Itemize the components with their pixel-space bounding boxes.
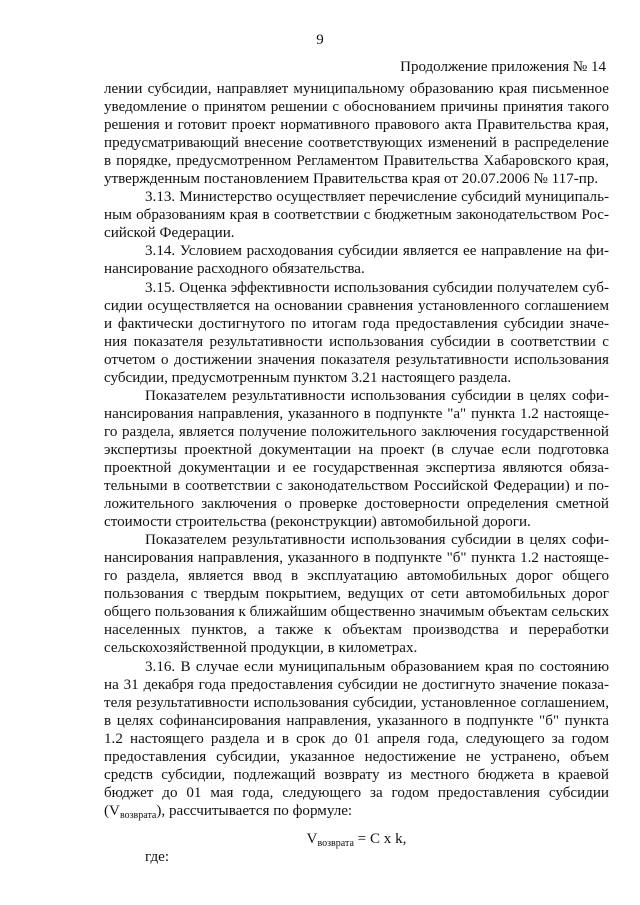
paragraph-indicator-a: Показателем результативности использования субсидии в целях софинансирования направления, указанного в подпункте "а" пункта 1.2 настоящего раздела, является получение положительного заключения государственной экспертизы проектной документации на проект (в случае если подготовка проектной документации и ее государственная экспертиза являются обязательными в соответствии с законодательством Российской Федерации) и положительного заключения о проверке достоверности определения сметной стоимости строительства (реконструкции) автомобильной дороги. bbox=[104, 387, 609, 531]
formula bbox=[104, 830, 609, 848]
paragraph-indicator-b: Показателем результативности использования субсидии в целях софинансирования направления, указанного в подпункте "б" пункта 1.2 настоящего раздела, является ввод в эксплуатацию автомобильных дорог общего пользования с твердым покрытием, ведущих от сети автомобильных дорог общего пользования к ближайшим общественно значимым объектам сельских населенных пунктов, а также к объектам производства и переработки сельскохозяйственной продукции, в километрах. bbox=[104, 532, 609, 657]
where-label: где: bbox=[145, 848, 170, 865]
page-number: 9 bbox=[316, 32, 324, 48]
paragraph-3-13: 3.13. Министерство осуществляет перечисление субсидий муниципальным образованиям края в соответствии с бюджетным законодательством Российской Федерации. bbox=[104, 189, 609, 242]
formula-rhs: = С x k, bbox=[353, 830, 407, 847]
formula-lhs: V bbox=[306, 830, 318, 847]
paragraph-3-16-text: 3.16. В случае если муниципальным образованием края по состоянию на 31 декабря года предоставления субсидии не достигнуто значение показателя результативности использования субсидии, установленное соглашением, в целях софинансирования направления, указанного в подпункте "б" пункта 1.2 настоящего раздела и в срок до 01 апреля года, следующего за годом предоставления субсидии, указанное недостижение не устранено, объем средств субсидии, подлежащий возврату из местного бюджета в краевой бюджет до 01 мая года, следующего за годом предоставления субсидии (V bbox=[104, 658, 609, 819]
paragraph-continued: лении субсидии, направляет муниципальному образованию края письменное уведомление о принятом решении с обоснованием причины принятия такого решения и готовит проект нормативного правового акта Правительства края, предусматривающий внесение соответствующих изменений в распределение в порядке, предусмотренном Регламентом Правительства Хабаровского края, утвержденным постановлением Правительства края от 20.07.2006 № 117-пр. bbox=[104, 81, 609, 188]
formula-subscript: возврата bbox=[317, 837, 354, 849]
paragraph-3-15: 3.15. Оценка эффективности использования субсидии получателем субсидии осуществляется на основании сравнения установленного соглашением и фактически достигнутого по итогам года предоставления субсидии значения показателя результативности использования субсидии в соответствии с отчетом о достижении значения показателя результативности использования субсидии, предусмотренным пунктом 3.21 настоящего раздела. bbox=[104, 279, 609, 386]
paragraph-3-14: 3.14. Условием расходования субсидии является ее направление на финансирование расходного обязательства. bbox=[104, 243, 609, 278]
document-body bbox=[104, 80, 609, 866]
paragraph-3-16-subscript: возврата bbox=[119, 809, 157, 821]
paragraph-3-16-tail: ), рассчитывается по формуле: bbox=[156, 802, 353, 819]
paragraph-3-16 bbox=[104, 658, 609, 820]
continuation-note: Продолжение приложения № 14 bbox=[400, 59, 606, 75]
